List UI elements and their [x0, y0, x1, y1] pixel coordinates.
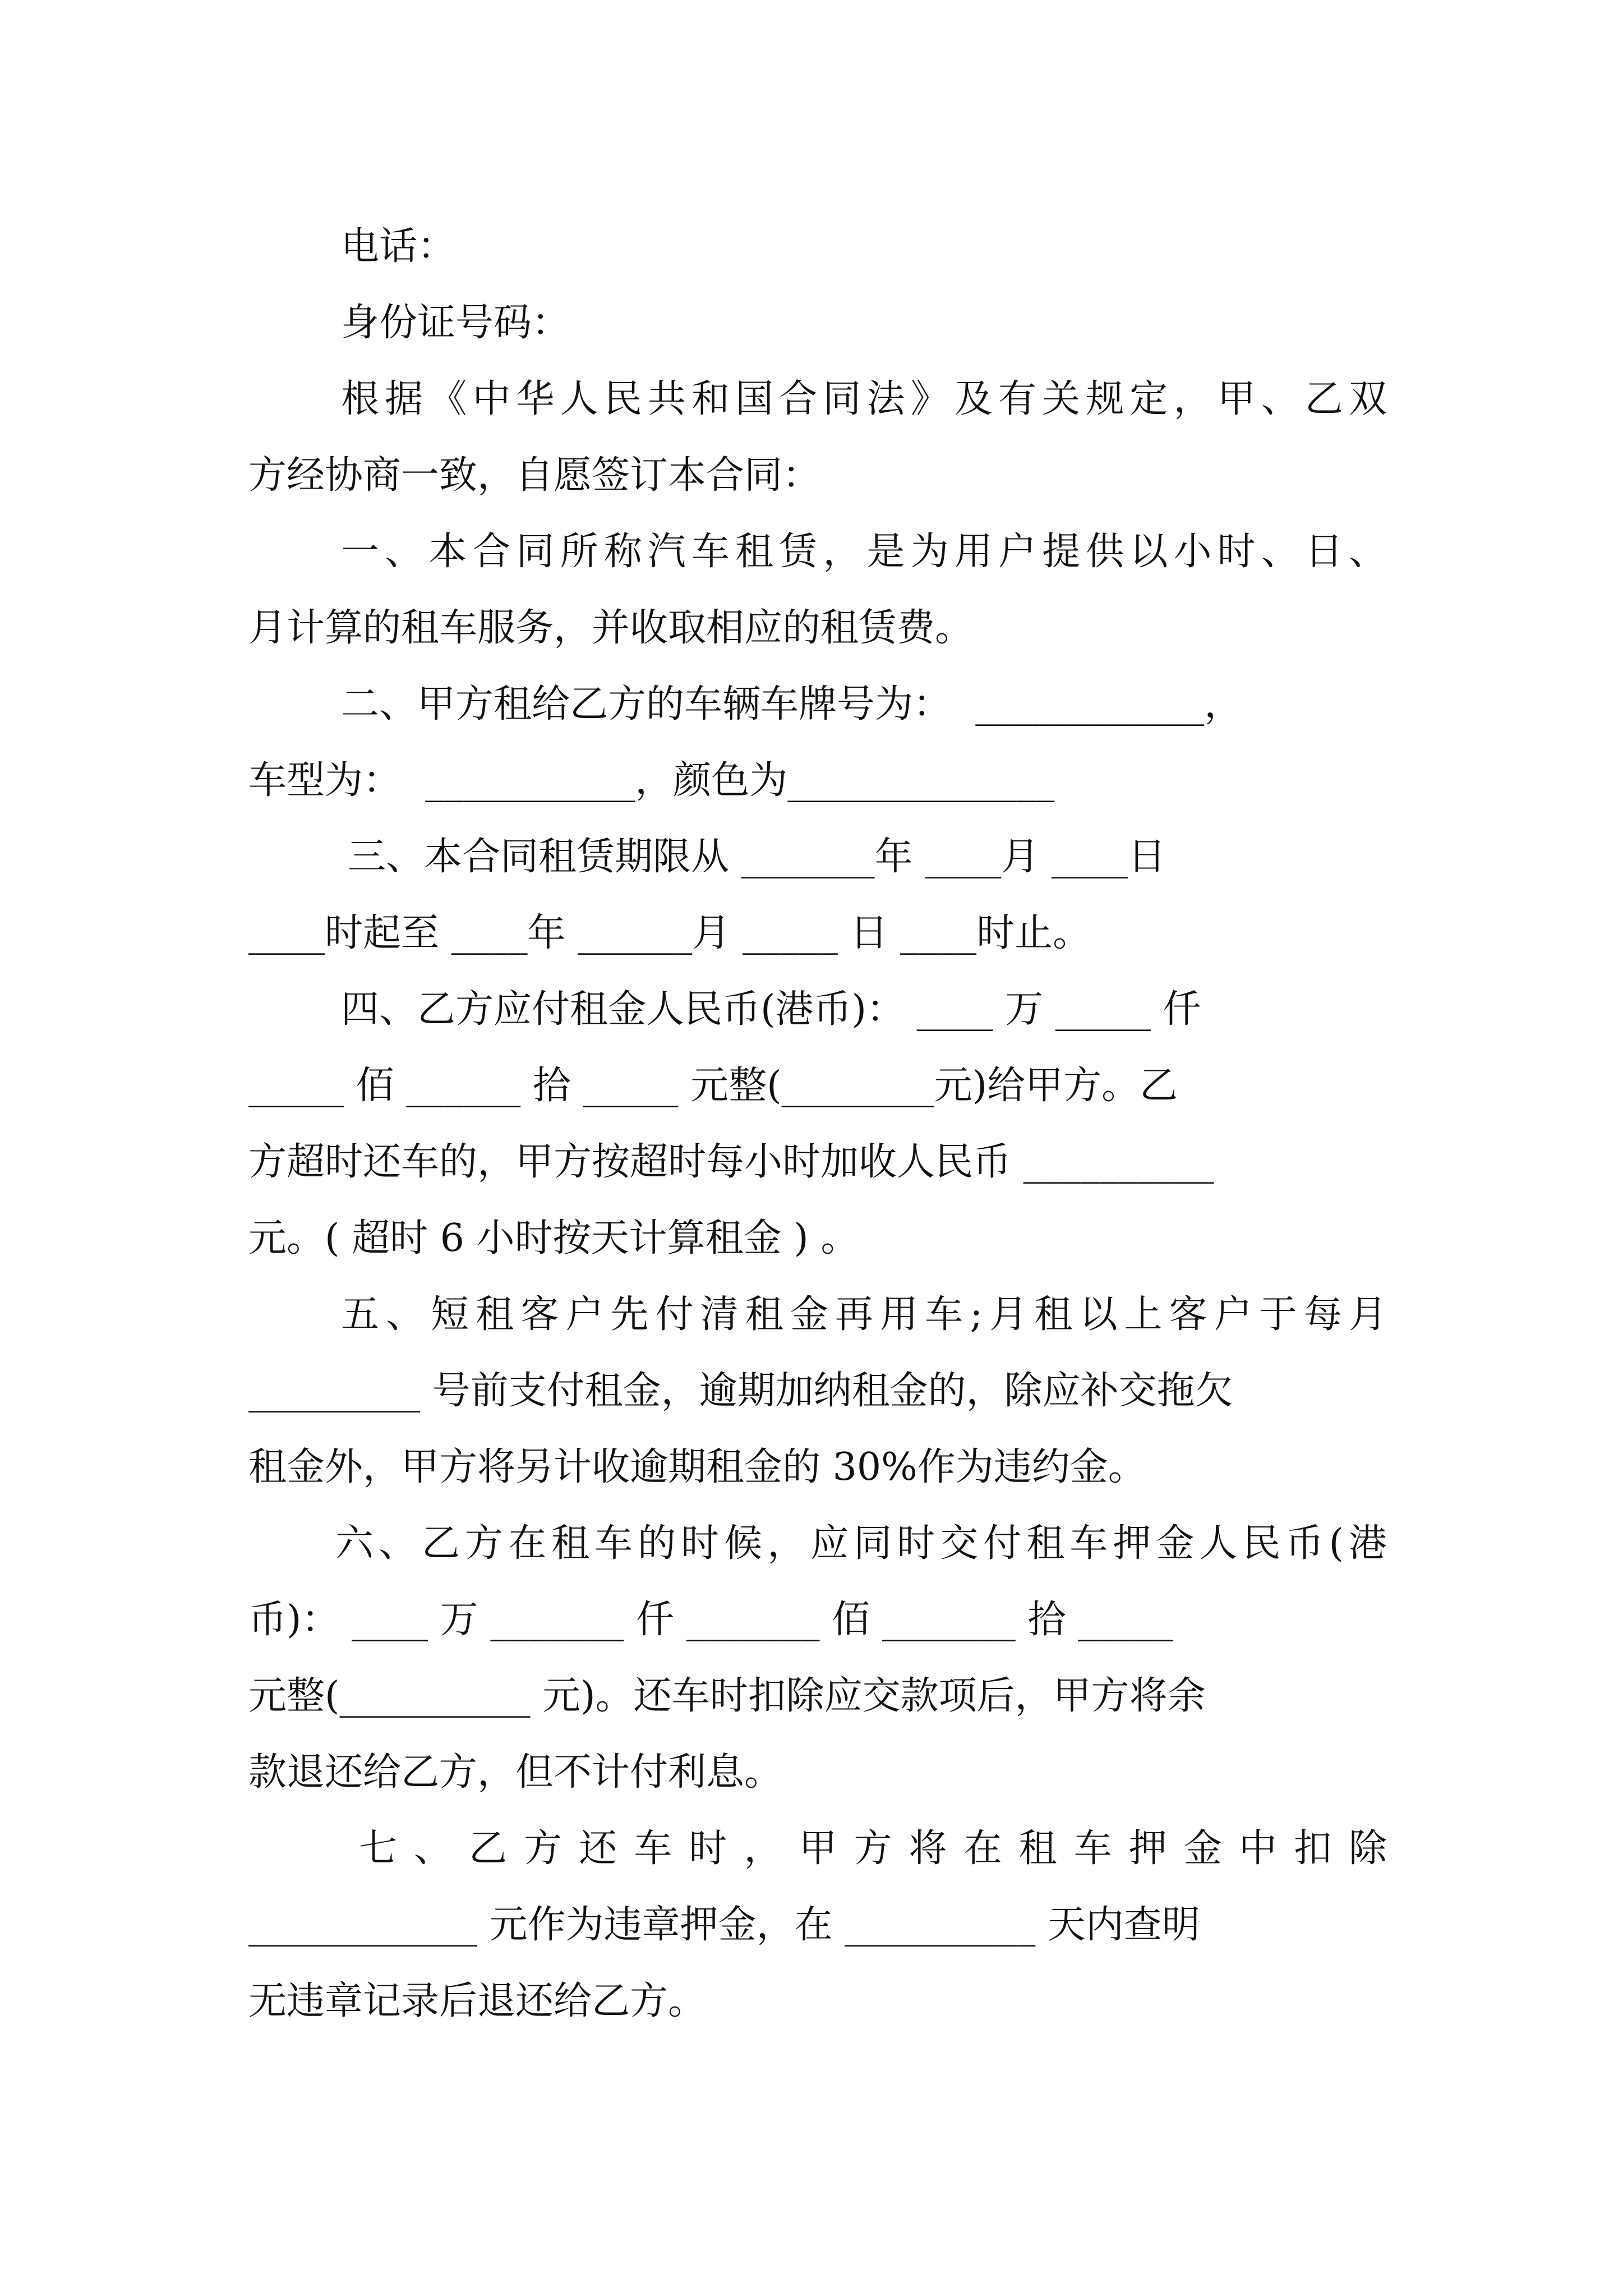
clause-7-line-2: ____________ 元作为违章押金，在 __________ 天内查明 — [248, 1903, 1200, 1947]
intro-line-1: 根据《中华人民共和国合同法》及有关规定，甲、乙双 — [341, 377, 1387, 421]
clause-5-line-3: 租金外，甲方将另计收逾期租金的 30%作为违约金。 — [248, 1445, 1146, 1489]
clause-7-line-1: 七、乙方还车时，甲方将在租车押金中扣除 — [359, 1826, 1387, 1871]
clause-4-line-1: 四、乙方应付租金人民币(港币)： ____ 万 _____ 仟 — [341, 987, 1201, 1032]
clause-7-line-3: 无违章记录后退还给乙方。 — [248, 1979, 707, 2023]
clause-3-line-1: 三、本合同租赁期限从 _______年 ____月 ____日 — [348, 835, 1166, 879]
clause-4-line-4: 元。( 超时 6 小时按天计算租金 ) 。 — [248, 1216, 859, 1260]
clause-1-line-2: 月计算的租车服务，并收取相应的租赁费。 — [248, 606, 974, 650]
id-number-label: 身份证号码： — [341, 301, 570, 345]
clause-5-line-2: _________ 号前支付租金，逾期加纳租金的，除应补交拖欠 — [248, 1369, 1233, 1413]
clause-6-line-1: 六、乙方在租车的时候，应同时交付租车押金人民币(港 — [335, 1521, 1387, 1566]
intro-line-2: 方经协商一致，自愿签订本合同： — [248, 453, 821, 498]
clause-2-line-2: 车型为： ___________，颜色为______________ — [248, 758, 1055, 803]
clause-4-line-3: 方超时还车的，甲方按超时每小时加收人民币 __________ — [248, 1140, 1214, 1184]
clause-2-line-1: 二、甲方租给乙方的车辆车牌号为： ____________， — [341, 682, 1243, 726]
clause-6-line-2: 币)： ____ 万 _______ 仟 _______ 佰 _______ 拾 _____ — [248, 1598, 1174, 1642]
phone-label: 电话： — [341, 224, 456, 269]
clause-1-line-1: 一、本合同所称汽车租赁，是为用户提供以小时、日、 — [341, 530, 1387, 574]
clause-6-line-4: 款退还给乙方，但不计付利息。 — [248, 1750, 783, 1795]
clause-6-line-3: 元整(__________ 元)。还车时扣除应交款项后，甲方将余 — [248, 1674, 1206, 1718]
clause-3-line-2: ____时起至 ____年 ______月 _____ 日 ____时止。 — [248, 911, 1091, 955]
clause-4-line-2: _____ 佰 ______ 拾 _____ 元整(________元)给甲方。乙 — [248, 1064, 1178, 1108]
clause-5-line-1: 五、短租客户先付清租金再用车;月租以上客户于每月 — [341, 1292, 1387, 1337]
